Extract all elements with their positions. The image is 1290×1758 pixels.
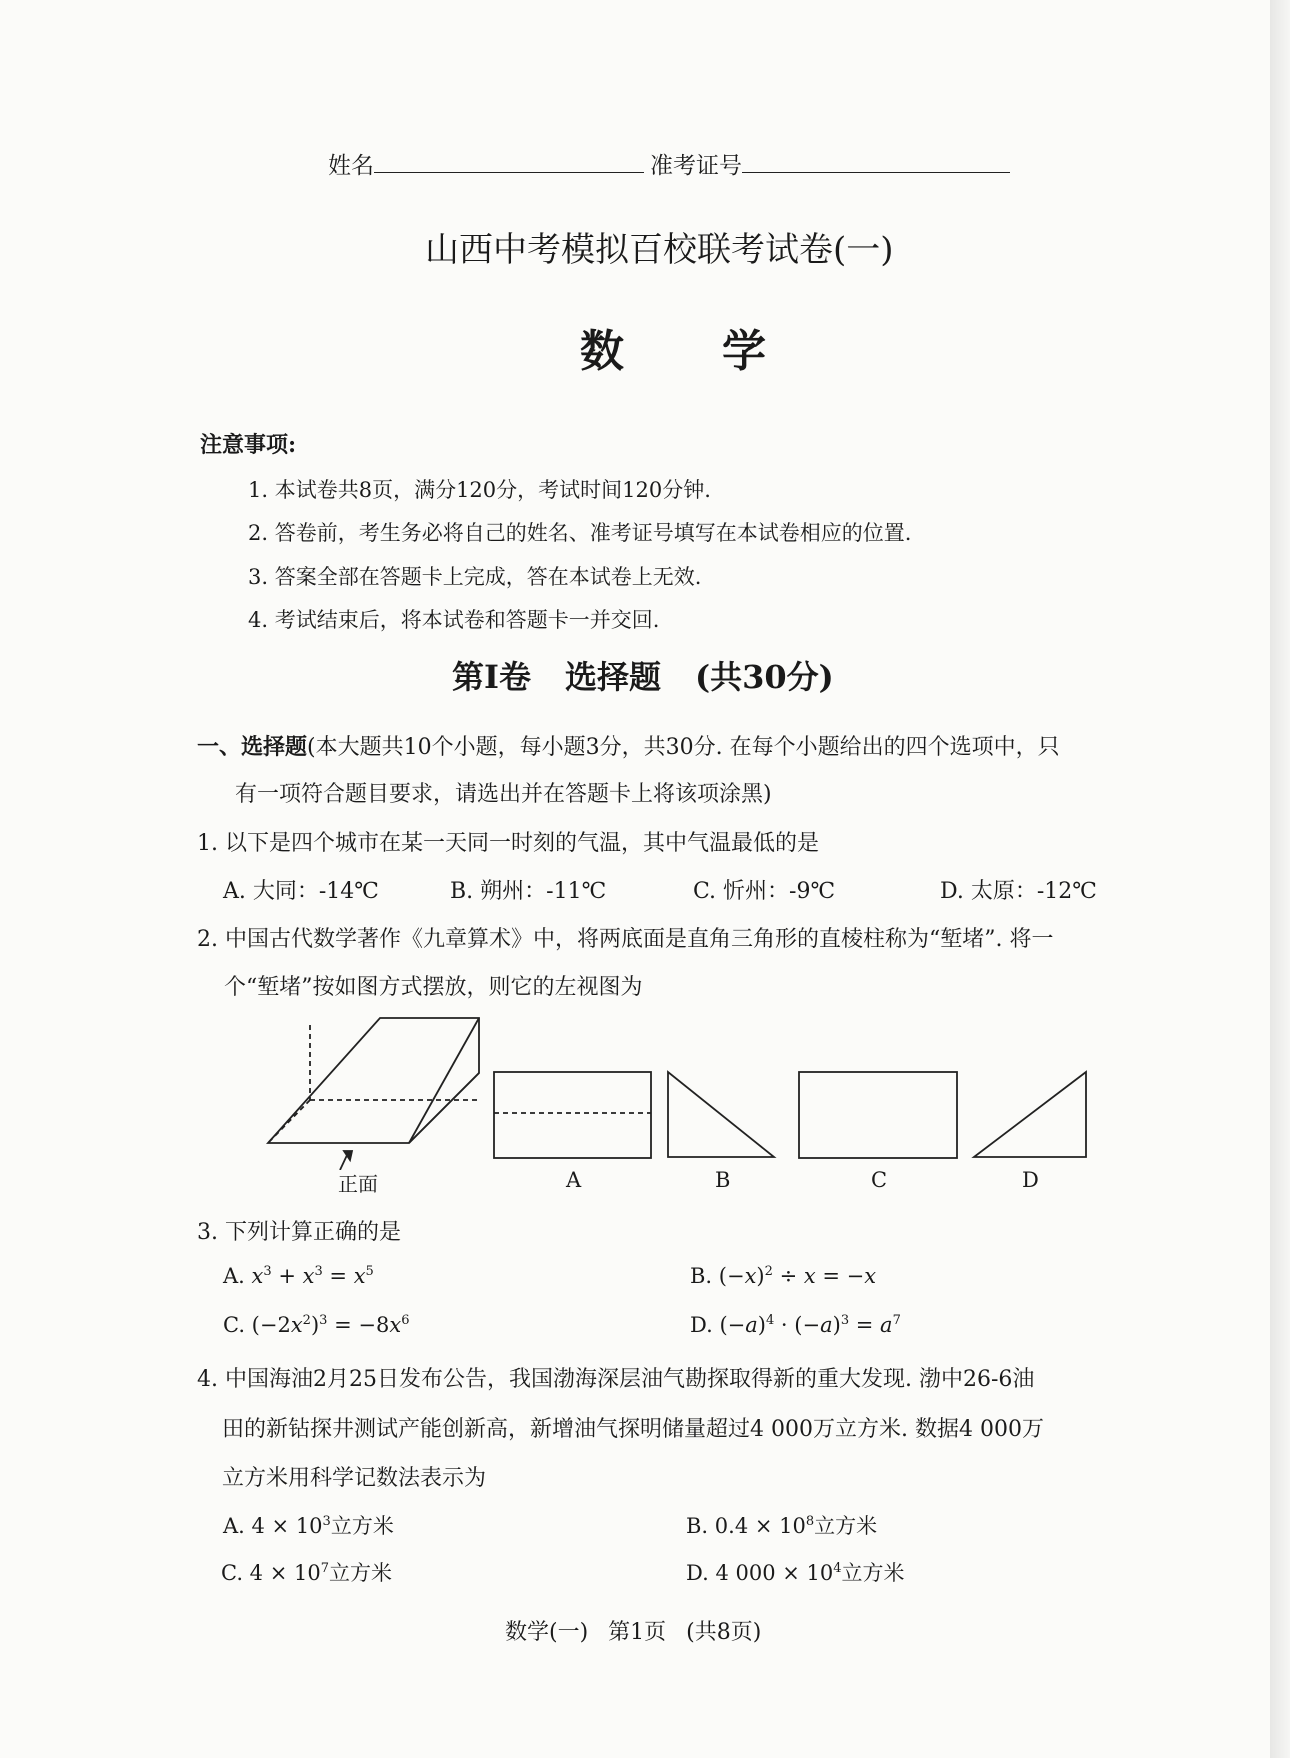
- option-c-rect: [799, 1072, 957, 1158]
- notice-item: 2. 答卷前，考生务必将自己的姓名、准考证号填写在本试卷相应的位置.: [248, 521, 912, 545]
- q1-option-d: D. 太原：-12℃: [940, 879, 1097, 904]
- q2-stem-line1: 2. 中国古代数学著作《九章算术》中，将两底面是直角三角形的直棱柱称为“堑堵”. 将一: [197, 927, 1054, 952]
- q4-option-d: D. 4 $000 \times 10^4$立方米: [686, 1561, 905, 1585]
- q4-option-c: C. $4 \times 10^7$立方米: [221, 1561, 392, 1585]
- name-label: 姓名: [328, 153, 374, 179]
- prism-figure: [268, 1018, 479, 1170]
- option-b-triangle: [668, 1072, 774, 1157]
- subject-char-1: 数: [580, 326, 624, 377]
- notice-item: 1. 本试卷共8页，满分120分，考试时间120分钟.: [248, 478, 711, 502]
- q3-option-a: A. $x^3 + x^3 = x^5$: [223, 1264, 374, 1288]
- prism-edge: [409, 1018, 479, 1143]
- prism-outline: [268, 1018, 479, 1143]
- option-a-label: A: [566, 1168, 582, 1192]
- option-c-label: C: [871, 1168, 888, 1192]
- footer-page: 第1页: [608, 1620, 667, 1645]
- footer-total: (共8页): [686, 1620, 762, 1645]
- prism-edge: [317, 1018, 380, 1143]
- section-type: 选择题: [564, 658, 661, 696]
- exam-title: 山西中考模拟百校联考试卷(一): [425, 230, 894, 270]
- q2-stem-line2: 个“堑堵”按如图方式摆放，则它的左视图为: [224, 975, 643, 1000]
- section-intro-label: 一、选择题: [197, 734, 308, 760]
- q4-option-a: A. $4 \times 10^3$立方米: [223, 1514, 394, 1538]
- name-field: [328, 147, 644, 180]
- subject-char-2: 学: [722, 326, 766, 377]
- q4-stem-line1: 4. 中国海油2月25日发布公告，我国渤海深层油气勘探取得新的重大发现. 渤中26-6油: [197, 1367, 1035, 1392]
- section-score: (共30分): [695, 658, 834, 696]
- section-part: 第Ⅰ卷: [452, 658, 531, 696]
- q2-figures: [260, 1010, 1100, 1170]
- exam-id-field: [650, 147, 1010, 180]
- section-intro-line2: 有一项符合题目要求，请选出并在答题卡上将该项涂黑): [235, 782, 772, 807]
- q4-option-b: B. $0.4 \times 10^8$立方米: [686, 1514, 878, 1538]
- exam-id-blank: [742, 168, 1010, 173]
- section-intro-text: (本大题共10个小题，每小题3分，共30分. 在每个小题给出的四个选项中，只: [307, 735, 1060, 760]
- option-d-triangle: [974, 1072, 1086, 1157]
- q1-option-b: B. 朔州：-11℃: [450, 879, 607, 904]
- q1-option-c: C. 忻州：-9℃: [693, 879, 836, 904]
- q4-stem-line3: 立方米用科学记数法表示为: [222, 1466, 487, 1491]
- option-a-figure: [494, 1072, 651, 1158]
- option-b-label: B: [715, 1168, 731, 1192]
- q3-option-d: D. $(-a)^4 \cdot (-a)^3 = a^7$: [690, 1313, 901, 1337]
- name-blank: [374, 168, 644, 173]
- section-heading: [452, 652, 834, 698]
- q3-option-c: C. $(-2x^2)^3 = -8x^6$: [223, 1313, 410, 1337]
- notice-heading: 注意事项:: [200, 432, 297, 458]
- q3-stem: 3. 下列计算正确的是: [197, 1220, 401, 1245]
- q1-option-a: A. 大同：-14℃: [223, 879, 379, 904]
- option-a-rect: [494, 1072, 651, 1158]
- front-label: 正面: [338, 1172, 378, 1196]
- option-d-label: D: [1022, 1168, 1039, 1192]
- q3-option-b: B. $(-x)^2 \div x = -x$: [690, 1264, 877, 1288]
- exam-id-label: 准考证号: [650, 153, 742, 179]
- prism-edge: [409, 1073, 479, 1143]
- page-footer: [505, 1615, 761, 1646]
- page-edge: [1270, 0, 1290, 1758]
- notice-item: 4. 考试结束后，将本试卷和答题卡一并交回.: [248, 608, 660, 632]
- q4-stem-line2: 田的新钻探井测试产能创新高，新增油气探明储量超过4 000万立方米. 数据4 000万: [222, 1417, 1044, 1442]
- footer-subject: 数学(一): [505, 1620, 589, 1645]
- notice-item: 3. 答案全部在答题卡上完成，答在本试卷上无效.: [248, 565, 702, 589]
- q1-stem: 1. 以下是四个城市在某一天同一时刻的气温，其中气温最低的是: [197, 831, 819, 856]
- section-intro-line1: [197, 730, 1060, 761]
